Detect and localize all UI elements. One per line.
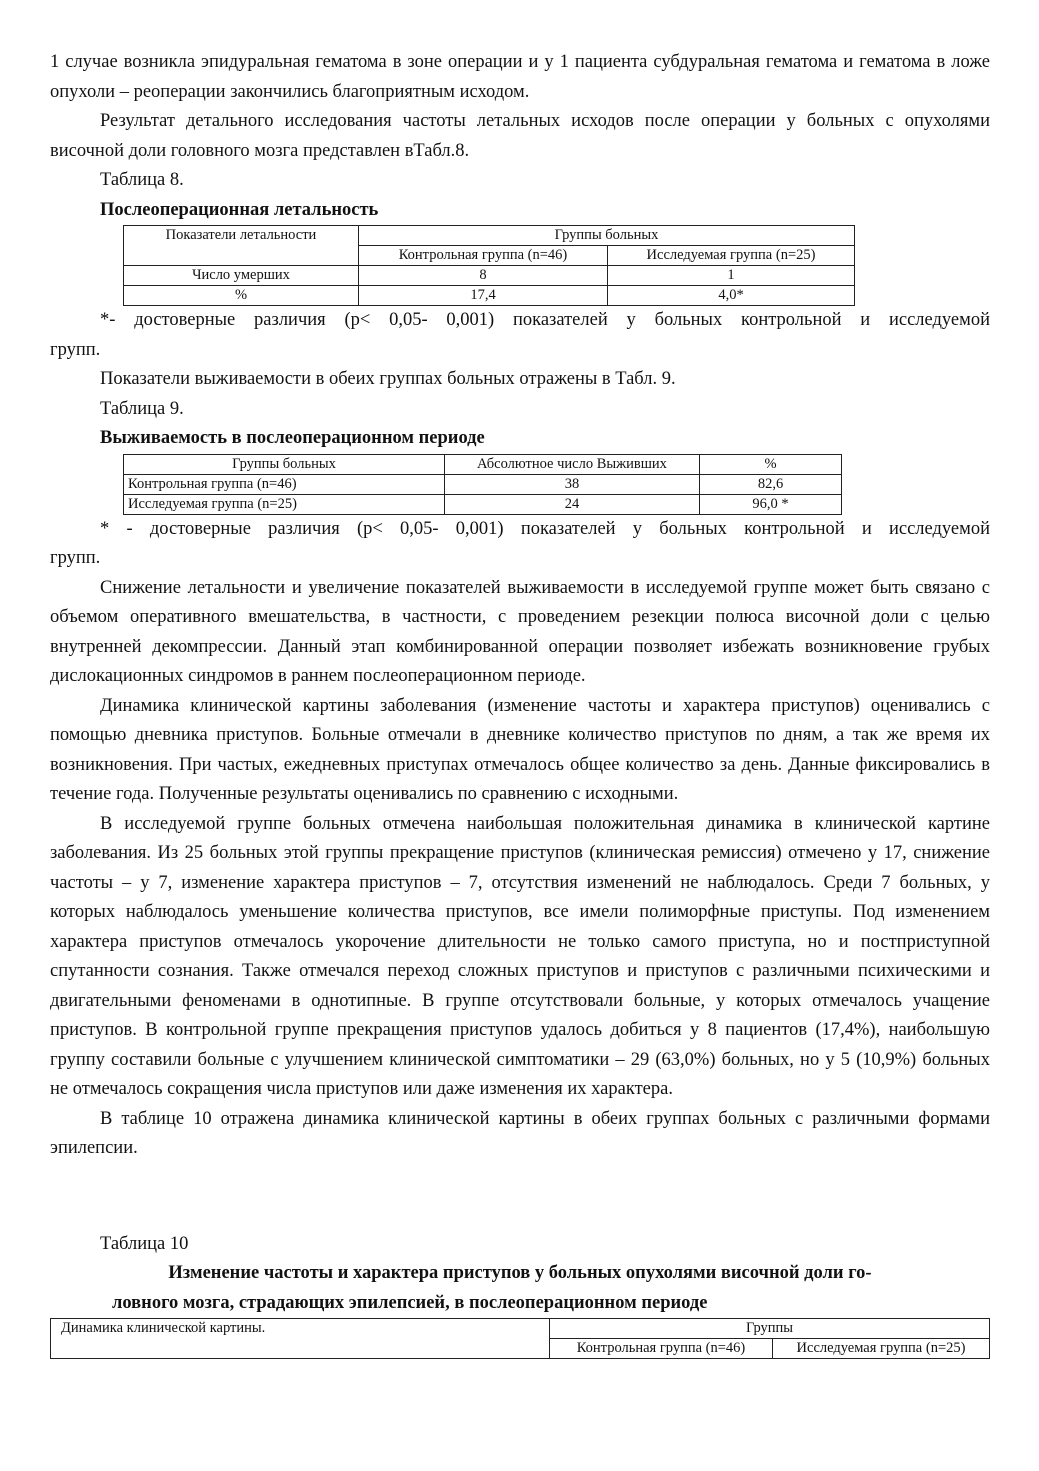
table-row	[124, 266, 855, 286]
table9-footnote: * - достоверные различия (p< 0,05- 0,001) показателей у больных контрольной и исследуемой	[100, 518, 990, 539]
table9-header-abs: Абсолютное число Выживших	[445, 454, 700, 474]
table8-header-groups: Группы больных	[359, 226, 855, 246]
table-row	[124, 494, 842, 514]
table10-header-control: Контрольная группа (n=46)	[550, 1339, 773, 1359]
paragraph-2: Результат детального исследования частоты летальных исходов после операции у больных с опухолями височной доли головного мозга представлен вТабл.8.	[50, 111, 990, 161]
paragraph-4: Снижение летальности и увеличение показателей выживаемости в исследуемой группе может быть связано с объемом оперативного вмешательства, в частности, с проведением резекции полюса височной доли с целью внутренней декомпрессии. Данный этап комбинированной операции позволяет избежать возникновение грубых дислокационных синдромов в раннем послеоперационном периоде.	[50, 577, 990, 686]
table8-footnote: *- достоверные различия (p< 0,05- 0,001) показателей у больных контрольной и исследуемой	[100, 310, 990, 330]
table-row	[124, 474, 842, 494]
table10-header-study: Исследуемая группа (n=25)	[773, 1339, 990, 1359]
table10-header-dynamics: Динамика клинической картины.	[51, 1319, 550, 1359]
table8-cell: 8	[359, 266, 608, 286]
table9-cell: Контрольная группа (n=46)	[124, 474, 445, 494]
table8-header-indicators: Показатели летальности	[124, 226, 359, 266]
paragraph-5: Динамика клинической картины заболевания (изменение частоты и характера приступов) оценивались с помощью дневника приступов. Больные отмечали в дневнике количество приступов по дням, а так же время их возникновения. При частых, ежедневных приступах отмечалось общее количество за день. Данные фиксировались в течение года. Полученные результаты оценивались по сравнению с исходными.	[50, 695, 990, 804]
table9-cell: 82,6	[700, 474, 842, 494]
table8-title: Послеоперационная летальность	[100, 199, 379, 220]
table9-cell: Исследуемая группа (n=25)	[124, 494, 445, 514]
paragraph-7: В таблице 10 отражена динамика клинической картины в обеих группах больных с различными формами эпилепсии.	[50, 1108, 990, 1158]
table-8	[123, 225, 855, 306]
table10-header-groups: Группы	[550, 1319, 990, 1339]
table9-cell: 24	[445, 494, 700, 514]
table8-header-study: Исследуемая группа (n=25)	[608, 246, 855, 266]
table10-title-line-1: Изменение частоты и характера приступов у больных опухолями височной доли го-	[168, 1263, 872, 1283]
table8-footnote-end: групп.	[50, 339, 101, 360]
table8-cell: 17,4	[359, 286, 608, 306]
table-10	[50, 1318, 990, 1359]
table8-cell: 4,0*	[608, 286, 855, 306]
table8-cell: Число умерших	[124, 266, 359, 286]
paragraph-6: В исследуемой группе больных отмечена наибольшая положительная динамика в клинической картине заболевания. Из 25 больных этой группы прекращение приступов (клиническая ремиссия) отмечено у 17, снижение частоты – у 7, изменение характера приступов – 7, отсутствия изменений не наблюдалось. Среди 7 больных, у которых наблюдалось уменьшение количества приступов, все имели полиморфные приступы. Под изменением характера приступов отмечалось укорочение длительности не только самого приступа, но и постприступной спутанности сознания. Также отмечался переход сложных приступов и приступов с различными психическими и двигательными феноменами в однотипные. В группе отсутствовали больные, у которых отмечалось учащение приступов. В контрольной группе прекращения приступов удалось добиться у 8 пациентов (17,4%), наибольшую группу составили больные с улучшением клинической симптоматики – 29 (63,0%) больных, но у 5 (10,9%) больных не отмечалось сокращения числа приступов или даже изменения их характера.	[50, 813, 990, 1099]
paragraph-1: 1 случае возникла эпидуральная гематома в зоне операции и у 1 пациента субдуральная гематома и гематома в ложе опухоли – реоперации закончились благоприятным исходом.	[50, 52, 990, 102]
table10-title-line-2: ловного мозга, страдающих эпилепсией, в послеоперационном периоде	[112, 1292, 708, 1313]
table9-header-groups: Группы больных	[124, 454, 445, 474]
table-row	[124, 286, 855, 306]
table10-label: Таблица 10	[100, 1233, 189, 1254]
table8-label: Таблица 8.	[100, 170, 184, 190]
page-spacer	[50, 1164, 990, 1230]
paragraph-3: Показатели выживаемости в обеих группах больных отражены в Табл. 9.	[100, 369, 676, 389]
table9-title: Выживаемость в послеоперационном периоде	[100, 428, 485, 448]
table9-label: Таблица 9.	[100, 398, 184, 419]
document-page	[50, 48, 990, 1359]
table9-header-pct: %	[700, 454, 842, 474]
table8-cell: 1	[608, 266, 855, 286]
table9-footnote-end: групп.	[50, 548, 101, 568]
table8-cell: %	[124, 286, 359, 306]
table9-cell: 96,0 *	[700, 494, 842, 514]
table8-header-control: Контрольная группа (n=46)	[359, 246, 608, 266]
table9-cell: 38	[445, 474, 700, 494]
table-9	[123, 454, 842, 515]
